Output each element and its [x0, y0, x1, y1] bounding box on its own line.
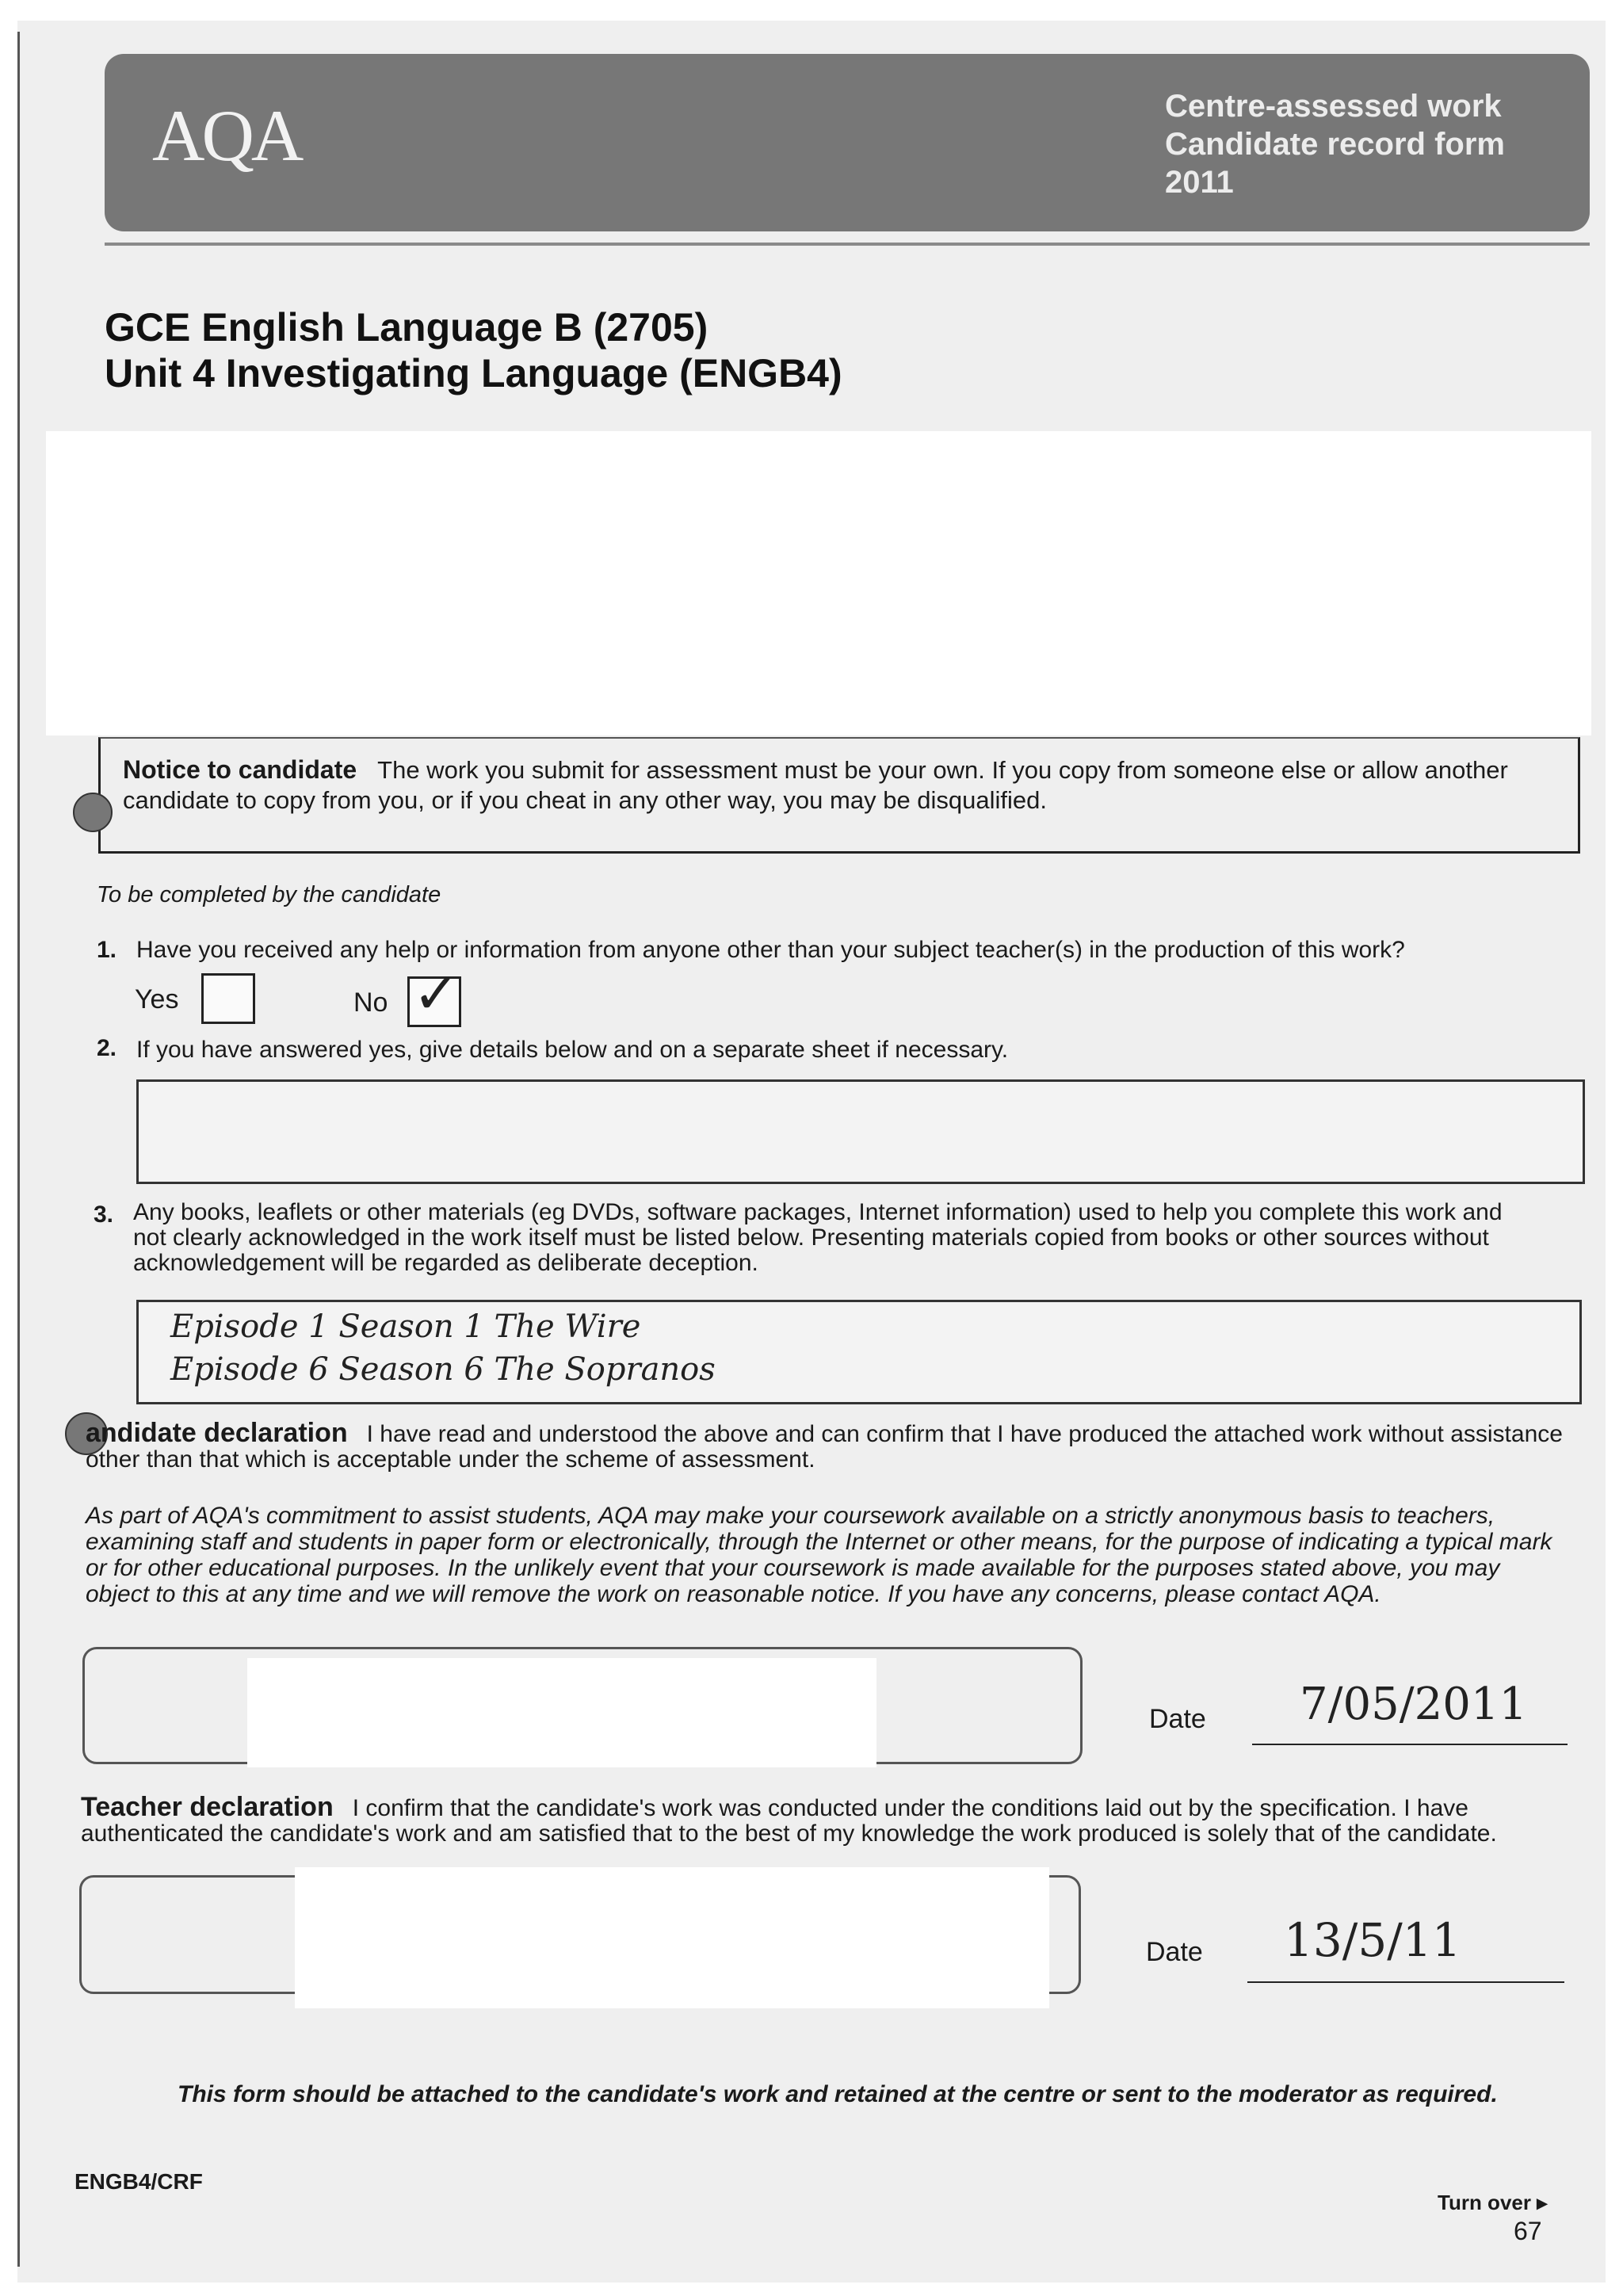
redacted-candidate-signature	[247, 1658, 876, 1767]
redacted-teacher-signature	[295, 1867, 1049, 2008]
candidate-declaration-text: I have read and understood the above and can confirm that I have produced the attached work without assistance other than that which is acceptable under the scheme of assessment.	[86, 1421, 1563, 1473]
candidate-declaration	[86, 1420, 1568, 1473]
q3-number: 3.	[94, 1201, 114, 1228]
teacher-date-label: Date	[1146, 1937, 1203, 1967]
candidate-date-label: Date	[1149, 1704, 1206, 1734]
title-line2: Unit 4 Investigating Language (ENGB4)	[105, 351, 842, 395]
no-checkbox[interactable]	[407, 961, 461, 1027]
turn-over-link[interactable]: Turn over ▸	[1438, 2191, 1548, 2214]
checkmark-icon: ✓	[413, 961, 460, 1026]
no-label: No	[353, 988, 388, 1018]
candidate-date-value: 7/05/2011	[1300, 1679, 1528, 1730]
materials-entry-1: Episode 1 Season 1 The Wire	[170, 1308, 641, 1345]
yes-label: Yes	[135, 984, 179, 1014]
teacher-date-value: 13/5/11	[1284, 1913, 1461, 1967]
notice-body: The work you submit for assessment must be your own. If you copy from someone else or allow another candidate to copy from you, or if you cheat in any other way, you may be disqualified.	[123, 756, 1508, 814]
teacher-date-line	[1247, 1981, 1564, 1983]
yes-checkbox[interactable]	[201, 973, 255, 1024]
punch-hole	[73, 793, 113, 832]
footer-note: This form should be attached to the candidate's work and retained at the centre or sent to the moderator as required.	[178, 2081, 1498, 2107]
help-details-box[interactable]	[136, 1079, 1585, 1184]
form-type	[1165, 87, 1505, 201]
teacher-declaration	[81, 1794, 1563, 1847]
header-banner	[105, 54, 1590, 231]
q1-number: 1.	[97, 937, 117, 963]
qualification-title	[105, 304, 842, 396]
candidate-instruction: To be completed by the candidate	[97, 882, 441, 907]
form-code: ENGB4/CRF	[74, 2169, 203, 2194]
materials-box[interactable]	[136, 1300, 1582, 1404]
teacher-declaration-text: I confirm that the candidate's work was conducted under the conditions laid out by the specification. I have authenticated the candidate's work and am satisfied that to the best of my knowledge the work produced is solely that of the candidate.	[81, 1795, 1497, 1847]
notice-text	[123, 755, 1565, 816]
title-line1: GCE English Language B (2705)	[105, 305, 708, 350]
form-year: 2011	[1165, 165, 1234, 200]
notice-box	[98, 737, 1580, 854]
candidate-declaration-heading: andidate declaration	[86, 1418, 348, 1448]
aqa-logo: AQA	[152, 95, 301, 176]
header-rule	[105, 243, 1590, 246]
form-type-line2: Candidate record form	[1165, 127, 1505, 162]
teacher-declaration-heading: Teacher declaration	[81, 1792, 334, 1822]
aqa-commitment-text: As part of AQA's commitment to assist students, AQA may make your coursework available on a strictly anonymous basis to teachers, examining staff and students in paper form or electronically, through the Internet or other means, for the purpose of indicating a typical mark or for other educational purposes. In the unlikely event that your coursework is made available for the purposes stated above, you may object to this at any time and we will remove the work on reasonable notice. If you have any concerns, please contact AQA.	[86, 1503, 1552, 1607]
form-type-line1: Centre-assessed work	[1165, 89, 1502, 124]
q2-number: 2.	[97, 1035, 117, 1061]
materials-entry-2: Episode 6 Season 6 The Sopranos	[170, 1351, 716, 1388]
notice-heading: Notice to candidate	[123, 755, 357, 784]
q2-text: If you have answered yes, give details below and on a separate sheet if necessary.	[136, 1037, 1009, 1063]
page-number: 67	[1514, 2217, 1542, 2245]
q3-text: Any books, leaflets or other materials (eg DVDs, software packages, Internet information) used to help you complete this work and not clearly acknowledged in the work itself must be listed below. Presenting materials copied from books or other sources without acknowledgement will be regarded as deliberate deception.	[133, 1199, 1503, 1276]
redacted-candidate-details	[46, 431, 1591, 735]
scan-edge	[17, 32, 20, 2267]
q1-text: Have you received any help or information from anyone other than your subject teacher(s) in the production of this work?	[136, 937, 1405, 963]
candidate-date-line	[1252, 1744, 1568, 1745]
